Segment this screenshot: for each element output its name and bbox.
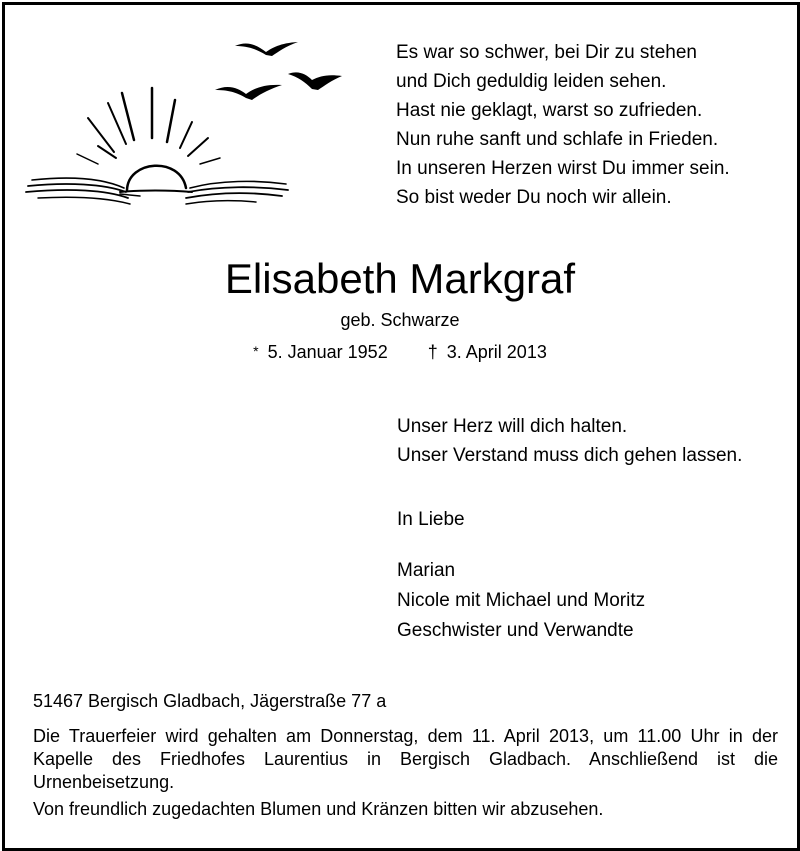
family-member: Geschwister und Verwandte — [397, 620, 634, 641]
motto-line: Unser Herz will dich halten. — [397, 416, 628, 437]
deceased-name: Elisabeth Markgraf — [224, 255, 576, 302]
poem-line: In unseren Herzen wirst Du immer sein. — [396, 158, 730, 179]
ceremony-info: Die Trauerfeier wird gehalten am Donnerstag, dem 11. April 2013, um 11.00 Uhr in der Kapelle des Friedhofes Laurentius in Bergisch Gladbach. Anschließend ist die Urnenbeisetzung. — [33, 726, 778, 792]
family-member: Nicole mit Michael und Moritz — [397, 590, 646, 611]
poem-line: Hast nie geklagt, warst so zufrieden. — [396, 100, 703, 121]
death-date: 3. April 2013 — [446, 342, 547, 362]
poem-line: und Dich geduldig leiden sehen. — [396, 71, 667, 92]
life-dates — [0, 342, 800, 363]
poem-line: Es war so schwer, bei Dir zu stehen — [396, 42, 697, 63]
family-member: Marian — [397, 560, 456, 581]
birth-date: 5. Januar 1952 — [267, 342, 388, 362]
address: 51467 Bergisch Gladbach, Jägerstraße 77 a — [33, 691, 387, 711]
birth-symbol: * — [253, 343, 259, 359]
sunset-with-birds-icon — [20, 30, 380, 215]
poem-line: So bist weder Du noch wir allein. — [396, 187, 672, 208]
poem-line: Nun ruhe sanft und schlafe in Frieden. — [396, 129, 719, 150]
signoff: In Liebe — [397, 509, 465, 530]
family-list — [397, 556, 645, 646]
poem — [396, 38, 730, 212]
death-symbol: † — [427, 342, 438, 362]
birth-name: geb. Schwarze — [340, 310, 460, 330]
motto — [397, 412, 742, 470]
motto-line: Unser Verstand muss dich gehen lassen. — [397, 445, 743, 466]
flowers-note: Von freundlich zugedachten Blumen und Kränzen bitten wir abzusehen. — [33, 799, 604, 819]
